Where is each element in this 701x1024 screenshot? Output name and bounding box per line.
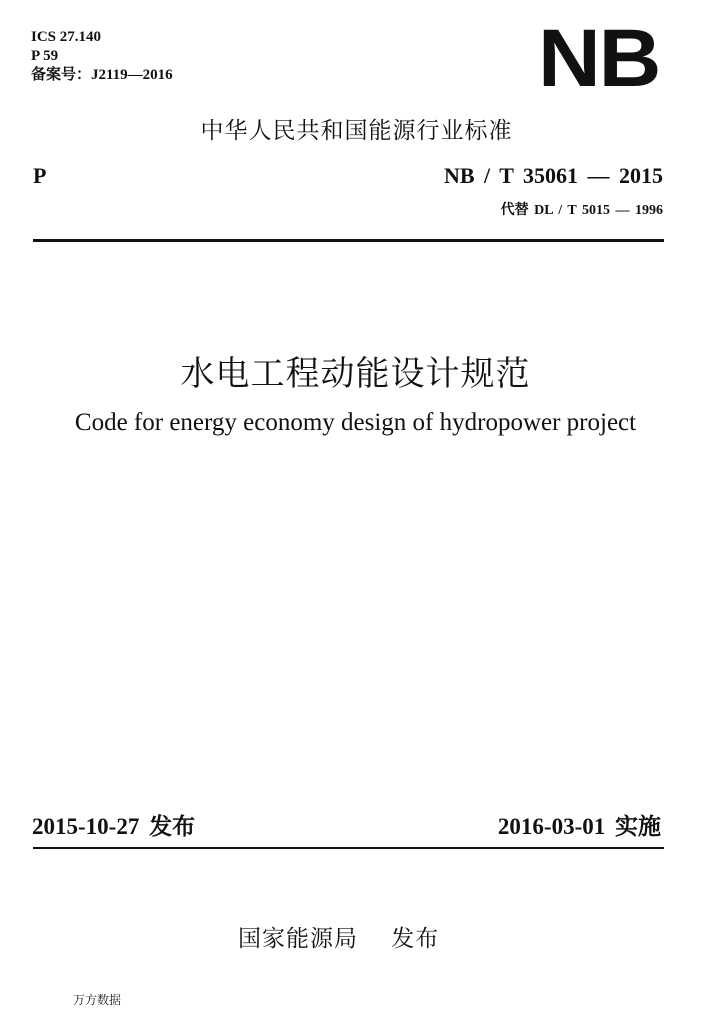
document-title-chinese: 水电工程动能设计规范	[180, 354, 531, 394]
implementation-date: 2016-03-01 实施	[497, 814, 661, 839]
header-divider	[33, 239, 664, 242]
watermark: 万方数据	[73, 993, 122, 1007]
replaces-standard: 代替 DL / T 5015 — 1996	[500, 203, 663, 218]
publisher: 国家能源局 发布	[238, 926, 440, 952]
issue-date: 2015-10-27 发布	[32, 814, 196, 839]
ccs-code: P 59	[31, 48, 59, 64]
footer-divider	[33, 847, 664, 849]
category-code: P	[33, 163, 47, 188]
standard-number: NB / T 35061 — 2015	[443, 163, 663, 188]
ics-code: ICS 27.140	[31, 29, 102, 45]
document-title-english: Code for energy economy design of hydropower project	[74, 409, 637, 436]
record-number: 备案号：J2119—2016	[31, 67, 173, 83]
nb-logo: NB	[538, 13, 660, 104]
issuer-title: 中华人民共和国能源行业标准	[200, 118, 513, 144]
